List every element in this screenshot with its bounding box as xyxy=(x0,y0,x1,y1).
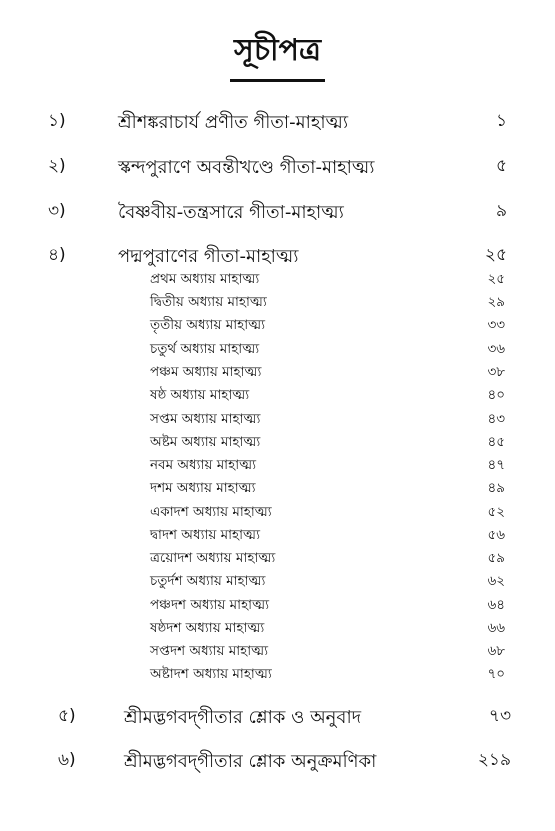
toc-subentry xyxy=(0,291,555,315)
subentry-page: ৬৪ xyxy=(487,597,505,613)
subentry-page: ৪৭ xyxy=(487,457,505,473)
subentry-title: পঞ্চম অধ্যায় মাহাত্ম্য xyxy=(150,364,262,380)
subentry-title: ষষ্ঠদশ অধ্যায় মাহাত্ম্য xyxy=(150,620,265,636)
toc-subentry xyxy=(0,268,555,292)
toc-entry-4 xyxy=(0,242,555,266)
toc-subentry xyxy=(0,524,555,548)
entry-title: শ্রীমদ্ভগবদ্‌গীতার শ্লোক ও অনুবাদ xyxy=(124,707,362,728)
subentry-title: ষষ্ঠ অধ্যায় মাহাত্ম্য xyxy=(150,387,250,403)
entry-title: শ্রীশঙ্করাচার্য প্রণীত গীতা-মাহাত্ম্য xyxy=(118,112,349,133)
subentry-page: ৭০ xyxy=(487,666,505,682)
entry-number: ৬) xyxy=(58,750,76,770)
subentry-title: পঞ্চদশ অধ্যায় মাহাত্ম্য xyxy=(150,597,270,613)
toc-subentry xyxy=(0,361,555,385)
subentry-page: ৫৯ xyxy=(487,550,505,566)
entry-title: শ্রীমদ্ভগবদ্‌গীতার শ্লোক অনুক্রমণিকা xyxy=(124,751,377,772)
subentry-title: অষ্টম অধ্যায় মাহাত্ম্য xyxy=(150,434,261,450)
entry-title: বৈষ্ণবীয়-তন্ত্রসারে গীতা-মাহাত্ম্য xyxy=(118,202,344,223)
entry-page: ৫ xyxy=(495,156,507,176)
toc-subentry xyxy=(0,617,555,641)
entry-title: স্কন্দপুরাণে অবন্তীখণ্ডে গীতা-মাহাত্ম্য xyxy=(118,157,375,178)
toc-subentry xyxy=(0,477,555,501)
subentry-title: দ্বিতীয় অধ্যায় মাহাত্ম্য xyxy=(150,294,267,310)
entry-page: ১ xyxy=(495,111,507,131)
toc-subentry xyxy=(0,547,555,571)
entry-number: ৪) xyxy=(48,245,66,265)
toc-entry-5 xyxy=(0,703,555,727)
toc-subentry xyxy=(0,338,555,362)
subentry-page: ৬৬ xyxy=(487,620,505,636)
toc-subentry xyxy=(0,384,555,408)
toc-subentry xyxy=(0,663,555,687)
subentry-page: ৪০ xyxy=(487,387,505,403)
toc-subentry xyxy=(0,454,555,478)
subentry-page: ৬২ xyxy=(487,573,505,589)
subentry-page: ৪৩ xyxy=(487,411,505,427)
subentry-title: নবম অধ্যায় মাহাত্ম্য xyxy=(150,457,257,473)
subentry-title: দশম অধ্যায় মাহাত্ম্য xyxy=(150,480,256,496)
subentry-title: তৃতীয় অধ্যায় মাহাত্ম্য xyxy=(150,317,266,333)
toc-subentry xyxy=(0,314,555,338)
page-title xyxy=(0,26,555,82)
subentry-title: দ্বাদশ অধ্যায় মাহাত্ম্য xyxy=(150,527,260,543)
toc-subentry xyxy=(0,640,555,664)
subentry-title: ত্রয়োদশ অধ্যায় মাহাত্ম্য xyxy=(150,550,276,566)
toc-entry-2 xyxy=(0,153,555,177)
toc-subentry xyxy=(0,501,555,525)
entry-number: ১) xyxy=(48,111,66,131)
toc-subentry xyxy=(0,431,555,455)
subentry-page: ৩৮ xyxy=(487,364,505,380)
toc-subentry xyxy=(0,408,555,432)
toc-entry-1 xyxy=(0,108,555,132)
entry-page: ২১৯ xyxy=(477,750,511,770)
entry-page: ২৫ xyxy=(484,245,507,265)
subentry-title: চতুর্থ অধ্যায় মাহাত্ম্য xyxy=(150,341,260,357)
entry-page: ৭৩ xyxy=(488,706,511,726)
toc-subentry xyxy=(0,570,555,594)
subentry-page: ২৯ xyxy=(487,294,505,310)
subentry-title: প্রথম অধ্যায় মাহাত্ম্য xyxy=(150,271,260,287)
page-title-text: সূচীপত্র xyxy=(230,26,325,82)
subentry-title: অষ্টাদশ অধ্যায় মাহাত্ম্য xyxy=(150,666,272,682)
subentry-page: ৫৬ xyxy=(487,527,505,543)
subentry-title: সপ্তদশ অধ্যায় মাহাত্ম্য xyxy=(150,643,269,659)
subentry-title: একাদশ অধ্যায় মাহাত্ম্য xyxy=(150,504,272,520)
toc-subentry xyxy=(0,594,555,618)
entry-number: ৩) xyxy=(48,201,66,221)
subentry-page: ৩৬ xyxy=(487,341,505,357)
toc-entry-3 xyxy=(0,198,555,222)
entry-page: ৯ xyxy=(495,201,507,221)
subentry-title: সপ্তম অধ্যায় মাহাত্ম্য xyxy=(150,411,261,427)
entry-number: ২) xyxy=(48,156,66,176)
subentry-page: ৪৯ xyxy=(487,480,505,496)
entry-title: পদ্মপুরাণের গীতা-মাহাত্ম্য xyxy=(118,246,299,267)
entry-number: ৫) xyxy=(58,706,76,726)
toc-entry-6 xyxy=(0,747,555,771)
subentry-page: ৫২ xyxy=(487,504,505,520)
subentry-page: ৬৮ xyxy=(487,643,505,659)
subentry-page: ৩৩ xyxy=(487,317,505,333)
subentry-title: চতুর্দশ অধ্যায় মাহাত্ম্য xyxy=(150,573,266,589)
subentry-page: ২৫ xyxy=(487,271,505,287)
subentry-page: ৪৫ xyxy=(487,434,505,450)
